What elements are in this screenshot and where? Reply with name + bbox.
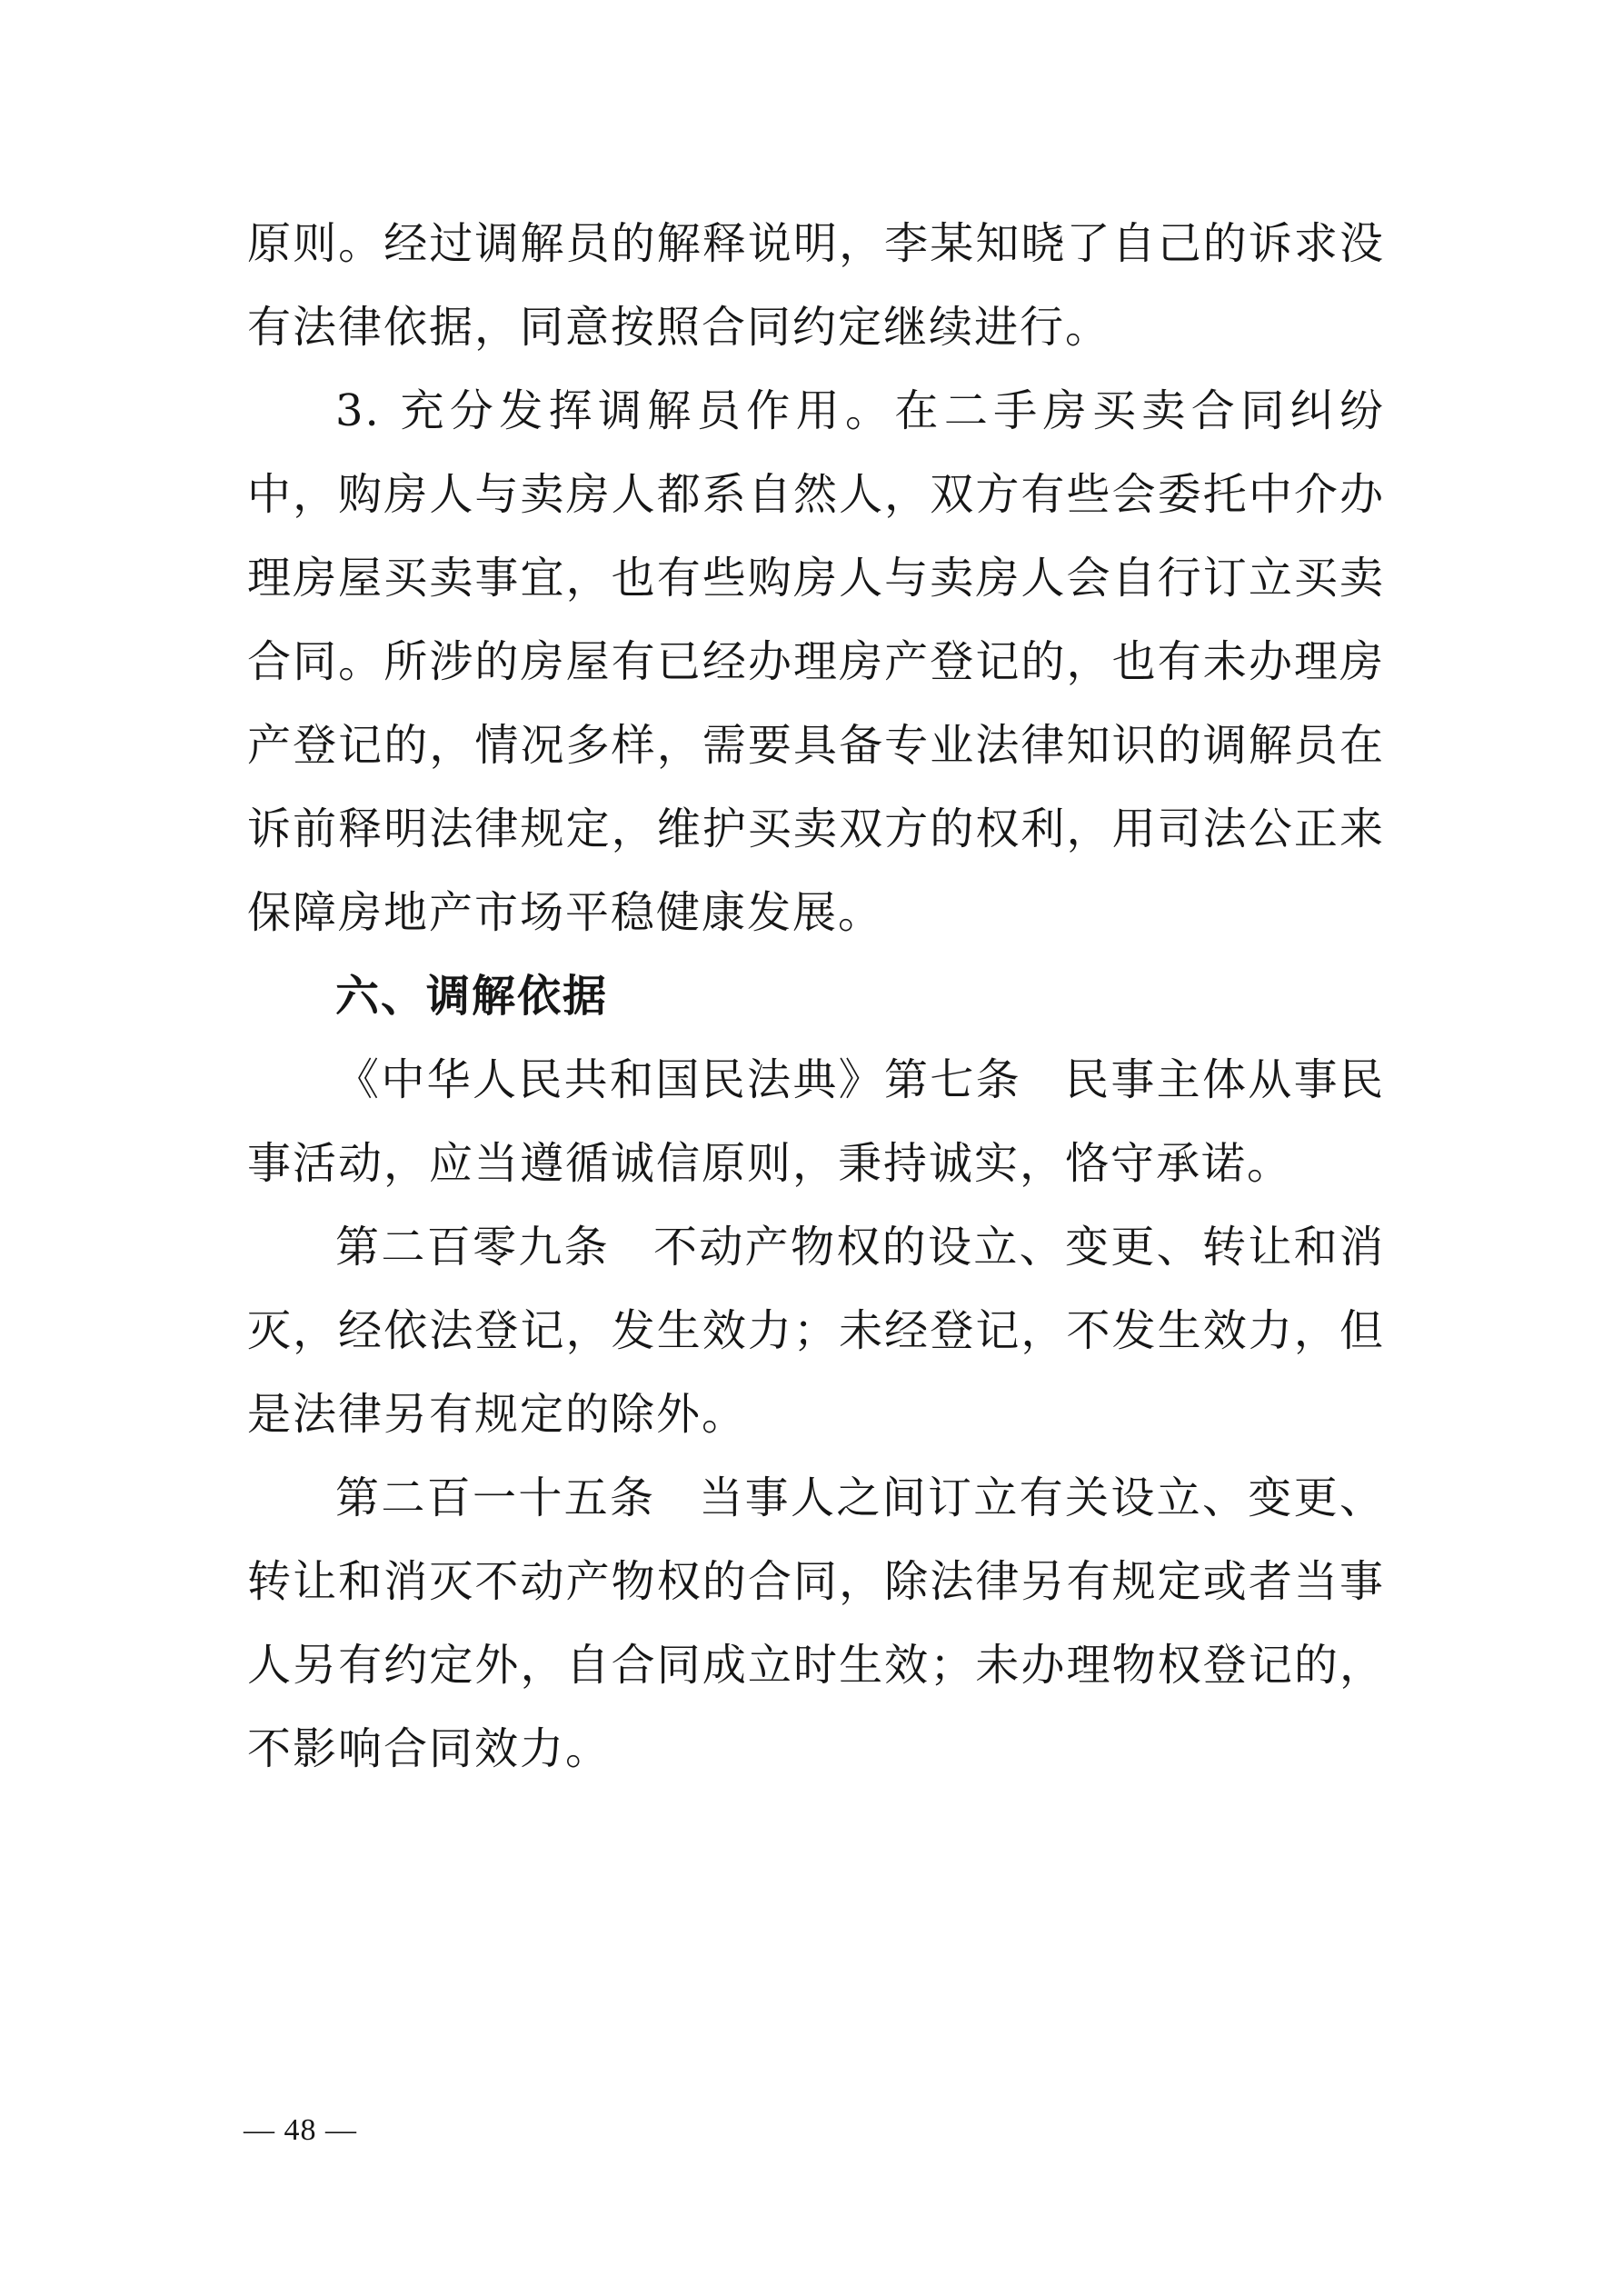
page-body — [247, 202, 1385, 1791]
paragraph-mediator-role: 3. 充分发挥调解员作用。在二手房买卖合同纠纷中，购房人与卖房人都系自然人，双方有些会委托中介办理房屋买卖事宜，也有些购房人与卖房人会自行订立买卖合同。所涉的房屋有已经办理房产登记的，也有未办理房产登记的，情况多样，需要具备专业法律知识的调解员在诉前释明法律规定，维护买卖双方的权利，用司法公正来保障房地产市场平稳健康发展。 — [247, 385, 1385, 938]
section-heading-mediation-basis: 六、调解依据 — [335, 971, 609, 1022]
article-reference: 第二百一十五条 — [335, 1472, 656, 1523]
legal-article-209 — [247, 1205, 1385, 1456]
paragraph-principle-continued: 原则。经过调解员的解释说明，李某知晓了自己的诉求没有法律依据，同意按照合同约定继续进行。 — [247, 218, 1385, 353]
legal-article-215 — [247, 1456, 1385, 1791]
article-text: 民事主体从事民事活动，应当遵循诚信原则，秉持诚实，恪守承诺。 — [247, 1054, 1385, 1189]
article-text: 当事人之间订立有关设立、变更、转让和消灭不动产物权的合同，除法律另有规定或者当事人另有约定外，自合同成立时生效；未办理物权登记的，不影响合同效力。 — [247, 1472, 1385, 1774]
article-reference: 《中华人民共和国民法典》第七条 — [335, 1054, 1021, 1105]
article-text: 不动产物权的设立、变更、转让和消灭，经依法登记，发生效力；未经登记，不发生效力，但是法律另有规定的除外。 — [247, 1222, 1385, 1440]
article-reference: 第二百零九条 — [335, 1222, 610, 1273]
legal-article-civil-code-7 — [247, 1038, 1385, 1205]
page-number: — 48 — — [244, 2113, 357, 2147]
